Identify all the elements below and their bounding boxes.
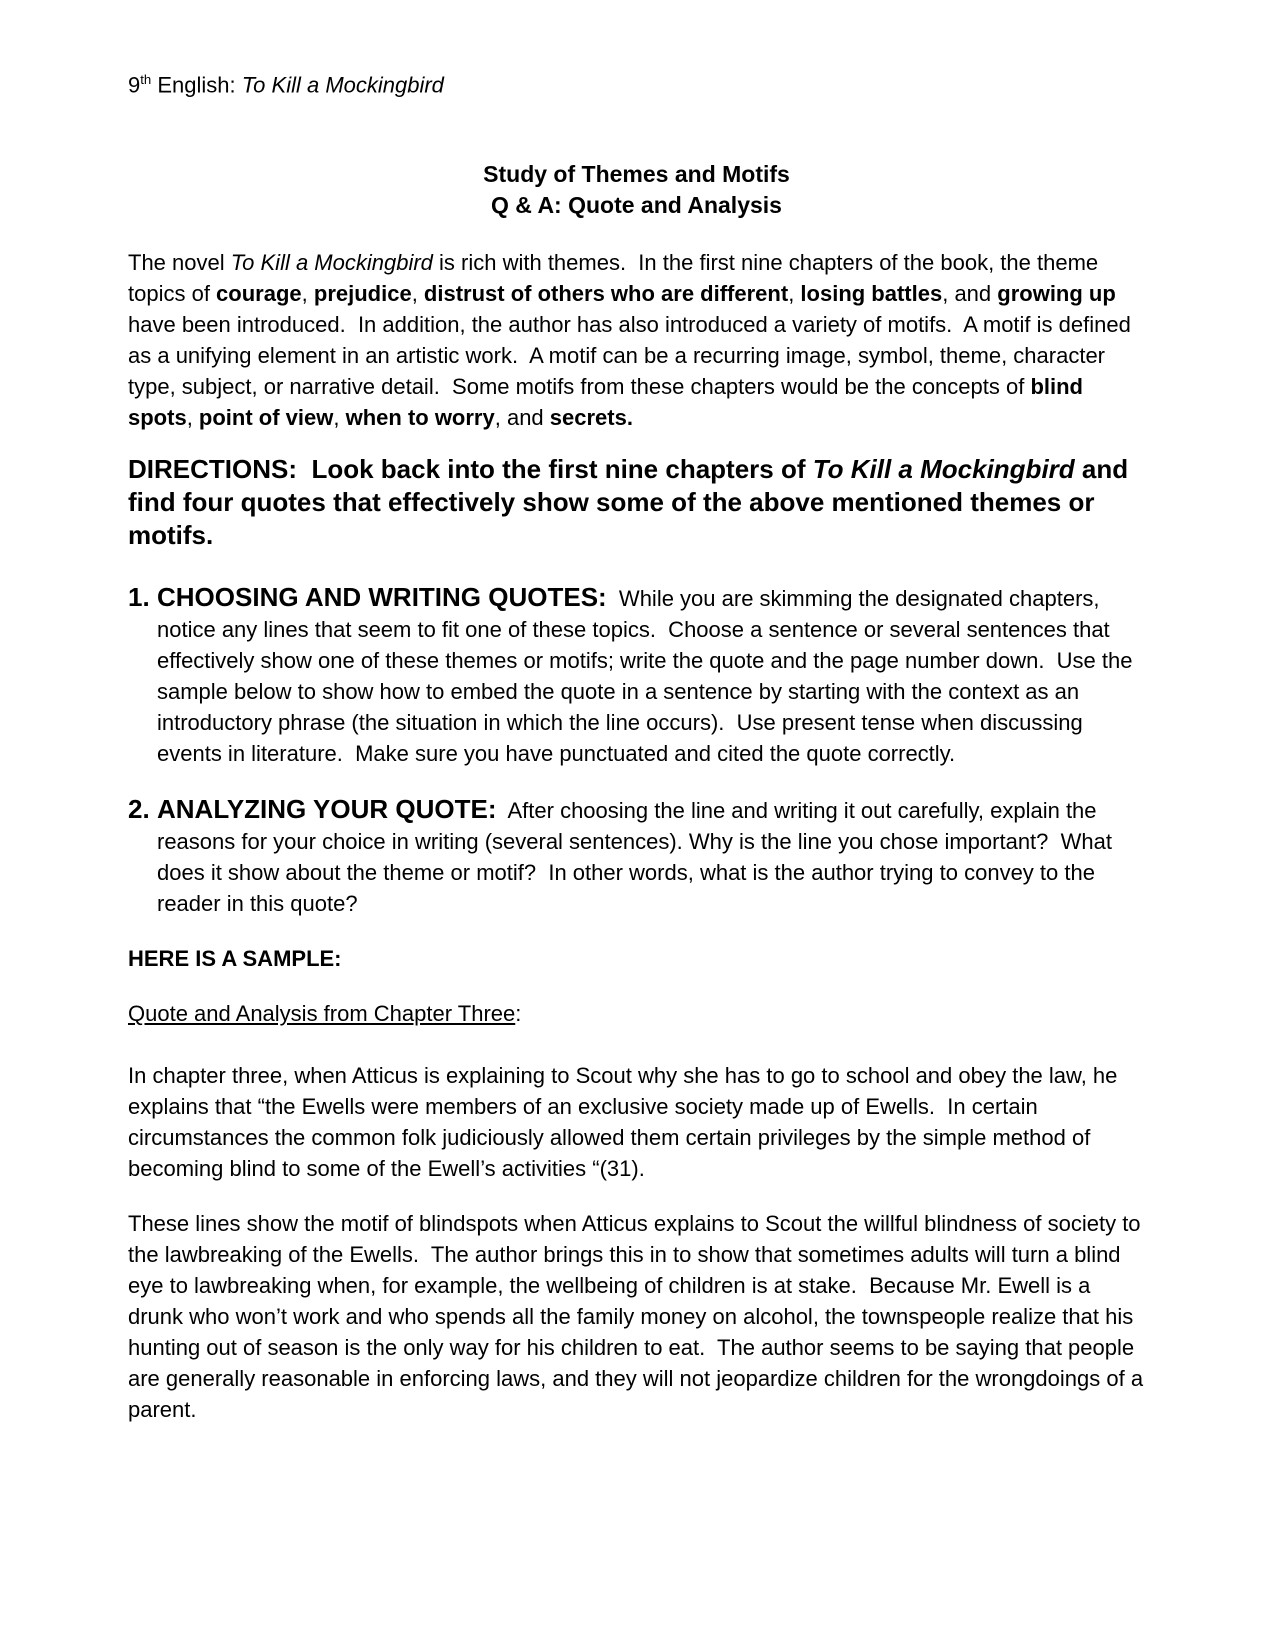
text-run: losing battles [800, 281, 943, 307]
document-title [128, 159, 1145, 221]
item-1-text [157, 581, 1145, 769]
text-run: point of view [198, 405, 334, 431]
text-run: when to worry [345, 405, 495, 431]
text-run: have been introduced. In addition, the author has also introduced a variety of motifs. A motif is defined as a unifying element in an artistic work. A motif can be a recurring image, symbol, theme, character type, subject, or narrative detail. Some motifs from these chapters would be the concepts of [128, 281, 1137, 400]
text-run: To Kill a Mockingbird [812, 454, 1075, 485]
item-1-body: While you are skimming the designated chapters, notice any lines that seem to fit one of these topics. Choose a sentence or several sentences that effectively show one of these themes or motifs; write the quote and the page number down. Use the sample below to show how to embed the quote in a sentence by starting with the context as an introductory phrase (the situation in which the line occurs). Use present tense when discussing events in literature. Make sure you have punctuated and cited the quote correctly. [157, 586, 1139, 767]
numbered-item-2 [128, 793, 1145, 919]
text-run: To Kill a Mockingbird [241, 72, 444, 98]
text-run: courage [216, 281, 302, 307]
text-run: growing up [997, 281, 1116, 307]
course-header [128, 64, 1145, 100]
text-run: prejudice [313, 281, 412, 307]
item-2-heading: ANALYZING YOUR QUOTE: [157, 794, 497, 825]
text-run: is rich with themes. In the first nine chapters of the book, the theme topics of [128, 250, 1105, 307]
item-2-body: After choosing the line and writing it out carefully, explain the reasons for your choice in writing (several sentences). Why is the line you chose important? What does it show about the theme or motif? In other words, what is the author trying to convey to the reader in this quote? [157, 798, 1119, 917]
text-run: secrets. [549, 405, 633, 431]
text-run: English: [151, 72, 242, 98]
text-run: th [140, 72, 152, 87]
sample-subheading [128, 998, 1145, 1029]
text-run: , [788, 281, 801, 307]
item-2-text [157, 793, 1145, 919]
text-run: : [515, 1001, 522, 1027]
item-1-heading: CHOOSING AND WRITING QUOTES: [157, 582, 607, 613]
text-run: 9 [128, 72, 141, 98]
sample-section-heading: HERE IS A SAMPLE: [128, 946, 342, 972]
directions-heading [128, 453, 1145, 552]
numbered-item-1 [128, 581, 1145, 769]
title-line-1: Study of Themes and Motifs [483, 161, 790, 188]
text-run: distrust of others who are different [423, 281, 789, 307]
title-line-2: Q & A: Quote and Analysis [491, 192, 782, 219]
text-run: The novel [128, 250, 231, 276]
text-run: blind spots [128, 374, 1090, 431]
text-run: , and [494, 405, 550, 431]
sample-analysis-paragraph: These lines show the motif of blindspots when Atticus explains to Scout the willful blindness of society to the lawbreaking of the Ewells. The author brings this in to show that sometimes adults will turn a blind eye to lawbreaking when, for example, the wellbeing of children is at stake. Because Mr. Ewell is a drunk who won’t work and who spends all the family money on alcohol, the townspeople realize that his hunting out of season is the only way for his children to eat. The author seems to be saying that people are generally reasonable in enforcing laws, and they will not jeopardize children for the wrongdoings of a parent. [128, 1211, 1150, 1423]
text-run: , and [942, 281, 998, 307]
text-run: DIRECTIONS: Look back into the first nine chapters of [128, 454, 813, 485]
intro-paragraph [128, 247, 1145, 433]
text-run: , [411, 281, 424, 307]
sample-quote-paragraph: In chapter three, when Atticus is explaining to Scout why she has to go to school and obey the law, he explains that “the Ewells were members of an exclusive society made up of Ewells. In certain circumstances the common folk judiciously allowed them certain privileges by the simple method of becoming blind to some of the Ewell’s activities “(31). [128, 1063, 1124, 1182]
item-1-number: 1. [128, 582, 150, 613]
item-2-number: 2. [128, 794, 150, 825]
text-run: Quote and Analysis from Chapter Three [128, 1001, 516, 1027]
text-run: and find four quotes that effectively show some of the above mentioned themes or motifs. [128, 454, 1136, 551]
text-run: , [333, 405, 346, 431]
text-run: , [301, 281, 314, 307]
text-run: , [186, 405, 199, 431]
text-run: To Kill a Mockingbird [230, 250, 433, 276]
